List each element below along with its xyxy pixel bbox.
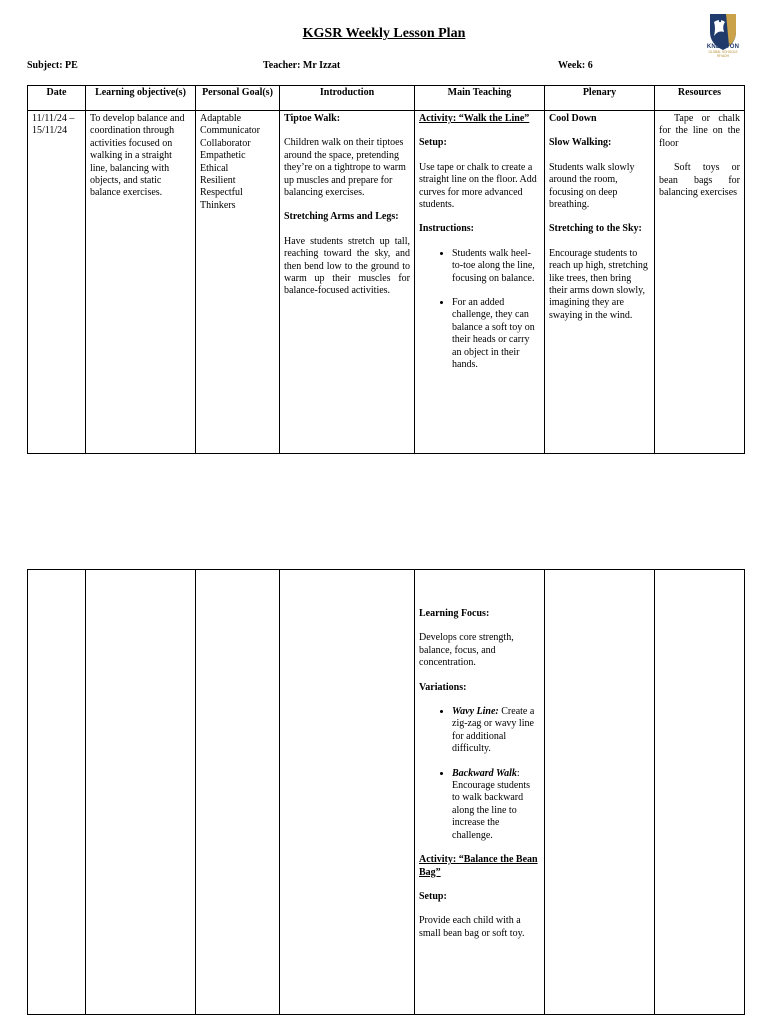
- resources-cell: [655, 111, 745, 454]
- column-header-main-teaching: Main Teaching: [415, 86, 545, 111]
- plenary-heading: Stretching to the Sky:: [549, 223, 642, 235]
- resource-item: Tape or chalk for the line on the floor: [659, 113, 740, 149]
- setup-text: Use tape or chalk to create a straight line on the floor. Add curves for more advanced students.: [419, 161, 537, 211]
- intro-heading: Stretching Arms and Legs:: [284, 211, 399, 223]
- goal-item: Resilient: [200, 175, 236, 187]
- activity-heading: Activity: “Walk the Line”: [419, 113, 530, 124]
- page-title: KGSR Weekly Lesson Plan: [302, 26, 466, 41]
- main-teaching-cell: [415, 570, 545, 1015]
- learning-focus-heading: Learning Focus:: [419, 608, 490, 619]
- variations-heading: Variations:: [419, 681, 467, 693]
- column-header-date: Date: [28, 86, 86, 111]
- goal-item: Empathetic: [200, 150, 246, 162]
- column-header-plenary: Plenary: [545, 86, 655, 111]
- plenary-text: Encourage students to reach up high, stretching like trees, then bring their arms down slowly, imagining they are swaying in the wind.: [549, 247, 648, 321]
- column-header-resources: Resources: [655, 86, 745, 111]
- main-teaching-cell: [415, 111, 545, 454]
- date-cell: [28, 570, 86, 1015]
- intro-text: Children walk on their tiptoes around the space, pretending they’re on a tightrope to warm up muscles and prepare for balancing exercises.: [284, 137, 406, 199]
- setup-heading: Setup:: [419, 890, 447, 902]
- intro-text: Have students stretch up tall, reaching toward the sky, and then bend low to the ground to warm up their muscles for balance-focused activities.: [284, 235, 410, 297]
- instructions-list: [419, 248, 540, 372]
- goal-item: Communicator: [200, 125, 260, 137]
- table-row: [28, 570, 745, 1015]
- objective-cell: [86, 570, 196, 1015]
- goal-item: Adaptable: [200, 113, 242, 124]
- plenary-cell: [545, 570, 655, 1015]
- intro-heading: Tiptoe Walk:: [284, 113, 341, 124]
- activity-heading: Activity: “Balance the Bean Bag”: [419, 854, 538, 878]
- column-header-objectives: Learning objective(s): [86, 86, 196, 111]
- plenary-cell: [545, 111, 655, 454]
- column-header-introduction: Introduction: [280, 86, 415, 111]
- lesson-plan-table: [27, 85, 745, 454]
- resource-item: Soft toys or bean bags for balancing exercises: [659, 162, 740, 199]
- list-item: • For an added challenge, they can balance a soft toy on their heads or carry an object in their hands.: [452, 297, 540, 371]
- list-item: • Backward Walk: Encourage students to walk backward along the line to increase the challenge.: [452, 768, 540, 842]
- week-label: Week: 6: [558, 60, 593, 71]
- goal-item: Thinkers: [200, 199, 236, 211]
- personal-goals-cell: [196, 570, 280, 1015]
- plenary-heading: Cool Down: [549, 113, 597, 124]
- subject-label: Subject: PE: [27, 60, 78, 71]
- list-item: • Wavy Line: Create a zig-zag or wavy line for additional difficulty.: [452, 706, 540, 756]
- teacher-label: Teacher: Mr Izzat: [263, 60, 341, 71]
- school-logo-text: KNEWTON GLOBAL SCHOOLS RIYADH: [706, 44, 740, 58]
- plenary-heading: Slow Walking:: [549, 137, 612, 149]
- date-cell: 11/11/24 – 15/11/24: [28, 111, 86, 454]
- goal-item: Collaborator: [200, 137, 251, 149]
- header-row: [28, 86, 745, 111]
- objective-cell: To develop balance and coordination through activities focused on walking in a straight line, balancing with objects, and static balance exercises.: [86, 111, 196, 454]
- setup-heading: Setup:: [419, 137, 447, 149]
- variations-list: [419, 706, 540, 842]
- plenary-text: Students walk slowly around the room, focusing on deep breathing.: [549, 161, 635, 211]
- learning-focus-text: Develops core strength, balance, focus, and concentration.: [419, 632, 514, 669]
- resources-cell: [655, 570, 745, 1015]
- lesson-plan-table-continued: [27, 569, 745, 1015]
- list-item: • Students walk heel-to-toe along the line, focusing on balance.: [452, 248, 540, 285]
- goal-item: Respectful: [200, 187, 243, 199]
- introduction-cell: [280, 111, 415, 454]
- column-header-goals: Personal Goal(s): [196, 86, 280, 111]
- table-row: [28, 111, 745, 454]
- introduction-cell: [280, 570, 415, 1015]
- goal-item: Ethical: [200, 162, 229, 174]
- setup-text: Provide each child with a small bean bag or soft toy.: [419, 915, 525, 939]
- personal-goals-cell: [196, 111, 280, 454]
- instructions-heading: Instructions:: [419, 223, 475, 235]
